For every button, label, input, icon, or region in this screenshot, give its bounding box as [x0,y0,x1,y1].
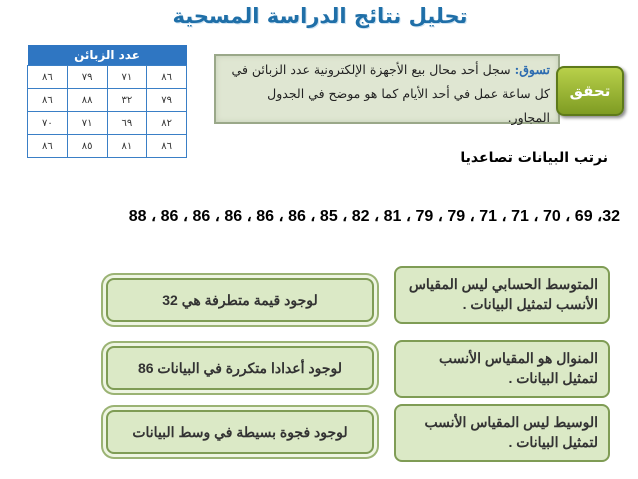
table-cell: ٨٦ [147,66,187,89]
reason-box-median: لوجود فجوة بسيطة في وسط البيانات [106,410,374,454]
problem-keyword: تسوق: [514,62,550,77]
table-cell: ٨٢ [147,112,187,135]
verify-tab: تحقق [556,66,624,116]
table-cell: ٧١ [107,66,147,89]
table-cell: ٨٥ [67,135,107,158]
reason-box-mode: لوجود أعدادا متكررة في البيانات 86 [106,346,374,390]
table-row [28,89,187,112]
sorted-data-list: 32، 69 ، 70 ، 71 ، 71 ، 79 ، 79 ، 81 ، 82 ، 85 ، 86 ، 86 ، 86 ، 86 ، 86 ، 88 [128,208,620,225]
page-title: تحليل نتائج الدراسة المسحية [172,4,468,28]
reason-box-mean: لوجود قيمة متطرفة هي 32 [106,278,374,322]
problem-text [222,58,550,125]
table-cell: ٧٠ [28,112,68,135]
table-cell: ٦٩ [107,112,147,135]
table-cell: ٨٦ [28,89,68,112]
table-header: عدد الزبائن [28,45,187,66]
problem-statement: سجل أحد محال بيع الأجهزة الإلكترونية عدد الزبائن في كل ساعة عمل في أحد الأيام كما هو موضح في الجدول المجاور. [231,62,550,125]
table-cell: ٣٢ [107,89,147,112]
sort-heading: نرتب البيانات تصاعديا [460,150,608,166]
table-cell: ٨٨ [67,89,107,112]
table-cell: ٨٦ [28,135,68,158]
claim-box-median: الوسيط ليس المقياس الأنسب لتمثيل البيانات . [394,404,610,462]
table-row [28,66,187,89]
table-cell: ٨١ [107,135,147,158]
table-row [28,135,187,158]
customer-count-table [27,45,187,158]
table-cell: ٧٩ [67,66,107,89]
table-row [28,112,187,135]
table-cell: ٧٩ [147,89,187,112]
table-cell: ٨٦ [147,135,187,158]
table-cell: ٧١ [67,112,107,135]
claim-box-mode: المنوال هو المقياس الأنسب لتمثيل البيانات . [394,340,610,398]
table-cell: ٨٦ [28,66,68,89]
claim-box-mean: المتوسط الحسابي ليس المقياس الأنسب لتمثيل البيانات . [394,266,610,324]
